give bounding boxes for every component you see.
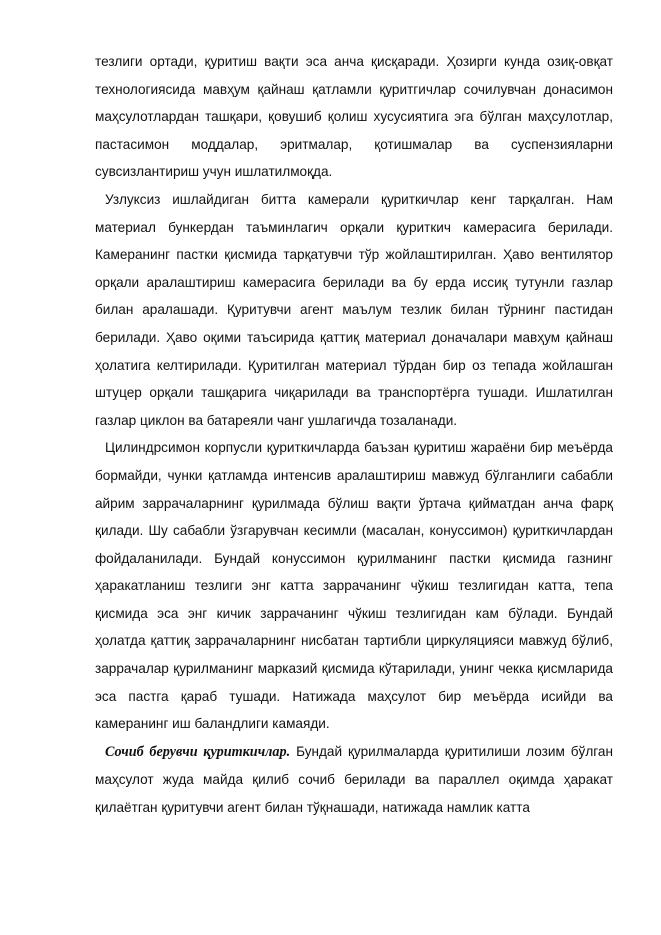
- paragraph-4-body: Бундай қурилмаларда қуритилиши лозим бўлган маҳсулот жуда майда қилиб сочиб берилади ва параллел оқимда ҳаракат қилаётган қуритувчи агент билан тўқнашади, натижада намлик катта: [95, 743, 613, 816]
- paragraph-1: тезлиги ортади, қуритиш вақти эса анча қисқаради. Ҳозирги кунда озиқ-овқат технологиясида мавҳум қайнаш қатламли қуритгичлар сочилувчан донасимон маҳсулотлардан ташқари, қовушиб қолиш хусусиятига эга бўлган маҳсулотлар, пастасимон моддалар, эритмалар, қотишмалар ва суспензияларни сувсизлантириш учун ишлатилмоқда.: [95, 54, 613, 180]
- section-lead-heading: Сочиб берувчи қуриткичлар.: [105, 743, 291, 760]
- paragraph-3: Цилиндрсимон корпусли қуриткичларда баъзан қуритиш жараёни бир меъёрда бормайди, чунки қатламда интенсив аралаштириш мавжуд бўлганлиги сабабли айрим заррачаларнинг қурилмада бўлиш вақти ўртача қийматдан анча фарқ қилади. Шу сабабли ўзгарувчан кесимли (масалан, конуссимон) қуриткичлардан фойдаланилади. Бундай конуссимон қурилманинг пастки қисмида газнинг ҳаракатланиш тезлиги энг катта заррачанинг чўкиш тезлигидан катта, тепа қисмида эса энг кичик заррачанинг чўкиш тезлигидан кам бўлади. Бундай ҳолатда қаттиқ заррачаларнинг нисбатан тартибли циркуляцияси мавжуд бўлиб, заррачалар қурилманинг марказий қисмида кўтарилади, унинг чекка қисмларида эса пастга қараб тушади. Натижада маҳсулот бир меъёрда исийди ва камеранинг иш баландлиги камаяди.: [95, 440, 613, 732]
- document-page: [95, 48, 613, 822]
- paragraph-4: [95, 738, 613, 822]
- paragraph-2: Узлуксиз ишлайдиган битта камерали қуриткичлар кенг тарқалган. Нам материал бункердан таъминлагич орқали қуриткич камерасига берилади. Камеранинг пастки қисмида тарқатувчи тўр жойлаштирилган. Ҳаво вентилятор орқали аралаштириш камерасига берилади ва бу ерда иссиқ тутунли газлар билан аралашади. Қуритувчи агент маълум тезлик билан тўрнинг пастидан берилади. Ҳаво оқими таъсирида қаттиқ материал доначалари мавҳум қайнаш ҳолатига келтирилади. Қуритилган материал тўрдан бир оз тепада жойлашган штуцер орқали ташқарига чиқарилади ва транспортёрга тушади. Ишлатилган газлар циклон ва батареяли чанг ушлагичда тозаланади.: [95, 191, 613, 428]
